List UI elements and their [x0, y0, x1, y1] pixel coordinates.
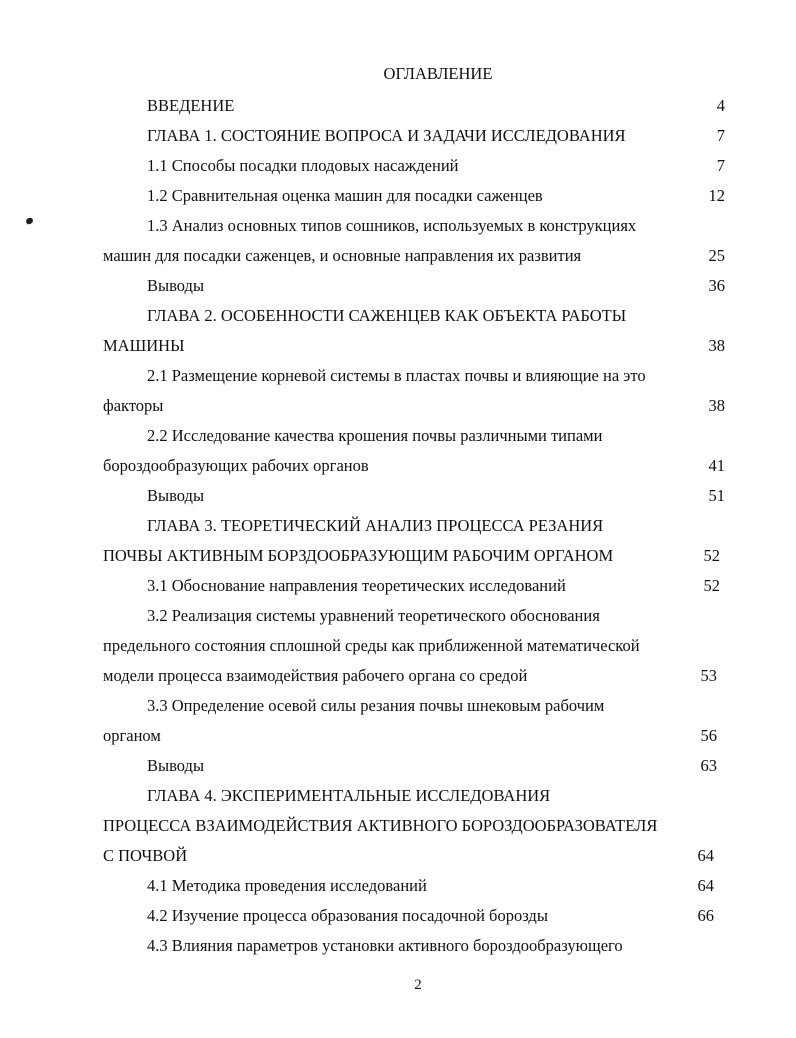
toc-entry-page: 38: [708, 396, 725, 415]
toc-entry-text-cont: предельного состояния сплошной среды как приближенной математической: [103, 636, 640, 655]
toc-entry-page: 41: [708, 456, 725, 475]
toc-entry-text-cont: бороздообразующих рабочих органов: [103, 456, 369, 475]
toc-entry-text: ВВЕДЕНИЕ: [147, 96, 235, 115]
toc-entry-page: 52: [703, 576, 720, 595]
toc-entry-text-cont: машин для посадки саженцев, и основные направления их развития: [103, 246, 582, 265]
toc-entry-page: 7: [716, 126, 725, 145]
toc-entry-page: 51: [708, 486, 725, 505]
scan-speck: [25, 217, 34, 225]
toc-entry-page: 52: [703, 546, 720, 565]
toc-entry-text: ГЛАВА 2. ОСОБЕННОСТИ САЖЕНЦЕВ КАК ОБЪЕКТА РАБОТЫ: [147, 306, 627, 325]
toc-entry-text: 4.3 Влияния параметров установки активного бороздообразующего: [147, 936, 623, 955]
toc-entry-page: 53: [700, 666, 717, 685]
toc-entry-text: ГЛАВА 1. СОСТОЯНИЕ ВОПРОСА И ЗАДАЧИ ИССЛЕДОВАНИЯ: [147, 126, 626, 145]
toc-entry-text: 4.1 Методика проведения исследований: [147, 876, 427, 895]
toc-entry-page: 66: [697, 906, 714, 925]
toc-entry-page: 25: [708, 246, 725, 265]
toc-entry-text: Выводы: [147, 486, 205, 505]
toc-entry-page: 12: [708, 186, 725, 205]
toc-entry-text-cont: ПОЧВЫ АКТИВНЫМ БОРЗДООБРАЗУЮЩИМ РАБОЧИМ ОРГАНОМ: [103, 546, 614, 565]
toc-entry-page: 4: [716, 96, 725, 115]
page-number: 2: [414, 977, 422, 993]
toc-entry-text-cont: ПРОЦЕССА ВЗАИМОДЕЙСТВИЯ АКТИВНОГО БОРОЗДООБРАЗОВАТЕЛЯ: [103, 816, 658, 835]
toc-entry-text: 4.2 Изучение процесса образования посадочной борозды: [147, 906, 548, 925]
toc-entry-page: 7: [716, 156, 725, 175]
toc-entry-text: 1.1 Способы посадки плодовых насаждений: [147, 156, 459, 175]
toc-entry-text-cont: органом: [103, 726, 161, 745]
toc-entry-text: ГЛАВА 3. ТЕОРЕТИЧЕСКИЙ АНАЛИЗ ПРОЦЕССА РЕЗАНИЯ: [147, 516, 604, 535]
toc-title: ОГЛАВЛЕНИЕ: [383, 64, 493, 83]
toc-entry-page: 64: [697, 846, 714, 865]
toc-entry-text: 2.2 Исследование качества крошения почвы различными типами: [147, 426, 603, 445]
toc-entry-text: 1.2 Сравнительная оценка машин для посадки саженцев: [147, 186, 543, 205]
toc-entry-text: ГЛАВА 4. ЭКСПЕРИМЕНТАЛЬНЫЕ ИССЛЕДОВАНИЯ: [147, 786, 551, 805]
toc-entry-text: 3.3 Определение осевой силы резания почвы шнековым рабочим: [147, 696, 605, 715]
toc-entry-page: 36: [708, 276, 725, 295]
toc-entry-text-cont: С ПОЧВОЙ: [103, 846, 188, 865]
toc-entry-text: 1.3 Анализ основных типов сошников, используемых в конструкциях: [147, 216, 637, 235]
toc-entry-text: 3.1 Обоснование направления теоретических исследований: [147, 576, 566, 595]
toc-entry-page: 56: [700, 726, 717, 745]
toc-entry-text: Выводы: [147, 276, 205, 295]
toc-entry-text: Выводы: [147, 756, 205, 775]
toc-entry-page: 38: [708, 336, 725, 355]
toc-entry-page: 63: [700, 756, 717, 775]
toc-entry-text: 3.2 Реализация системы уравнений теоретического обоснования: [147, 606, 600, 625]
toc-entry-text-cont: МАШИНЫ: [103, 336, 185, 355]
toc-entry-text-cont: факторы: [103, 396, 164, 415]
toc-entry-text: 2.1 Размещение корневой системы в пластах почвы и влияющие на это: [147, 366, 646, 385]
toc-entry-page: 64: [697, 876, 714, 895]
toc-entry-text-cont: модели процесса взаимодействия рабочего органа со средой: [103, 666, 528, 685]
